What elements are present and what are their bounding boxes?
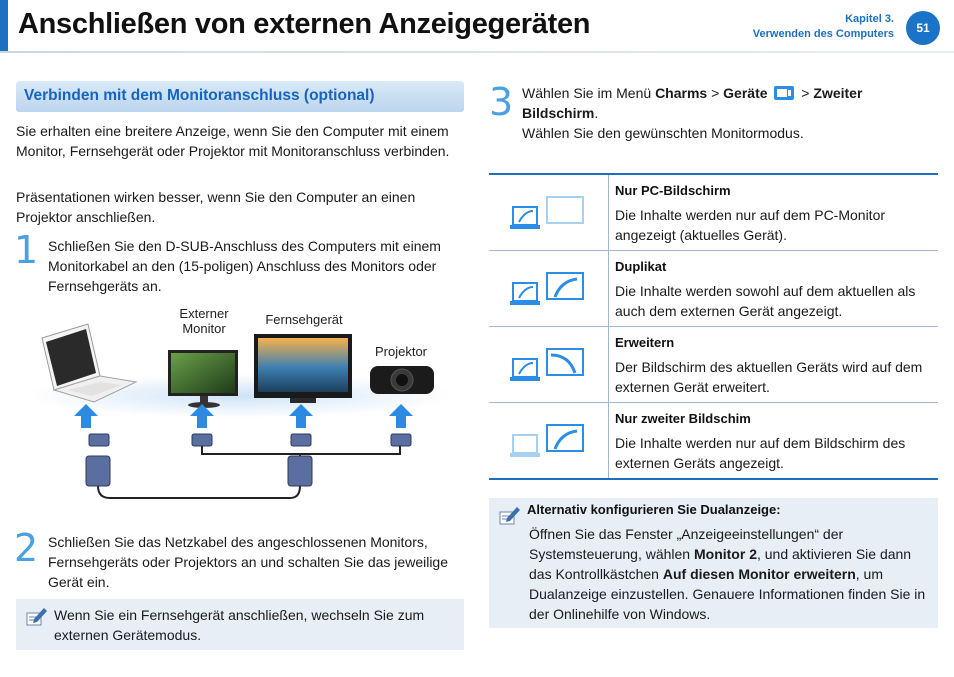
display-mode-icon <box>509 347 589 387</box>
note-part-1: Öffnen Sie das Fenster „Anzeigeeinstellungen“ der Systemsteuerung, wählen <box>529 526 844 562</box>
display-mode-icon <box>509 423 589 463</box>
display-modes-table <box>489 173 938 480</box>
mode-description: Der Bildschirm des aktuellen Geräts wird auf dem externen Gerät erweitert. <box>615 359 923 395</box>
step-1-number: 1 <box>14 228 39 272</box>
step-1-text: Schließen Sie den D-SUB-Anschluss des Computers mit einem Monitorkabel an den (15-poligen) Anschluss des Monitors oder Fernsehgeräts an. <box>48 238 441 294</box>
step-3-pre: Wählen Sie im Menü <box>522 85 656 101</box>
note-part-2: , und aktivieren Sie dann das Kontrollkästchen <box>529 546 912 582</box>
note-monitor-2: Monitor 2 <box>693 546 757 562</box>
note-pencil-icon <box>24 605 48 629</box>
note-part-3: , um Dualanzeige einzustellen. Genauere Informationen finden Sie in der Onlinehilfe von Windows. <box>529 566 926 622</box>
step-3-sep: > <box>707 85 724 101</box>
dual-display-note-heading: Alternativ konfigurieren Sie Dualanzeige: <box>527 502 781 517</box>
mode-title: Nur PC-Bildschirm <box>615 183 731 198</box>
section-heading-box <box>16 81 464 112</box>
mode-title: Duplikat <box>615 259 667 274</box>
projector-icon <box>370 366 434 394</box>
note-extend-checkbox: Auf diesen Monitor erweitern <box>662 566 856 582</box>
intro-paragraph-1: Sie erhalten eine breitere Anzeige, wenn Sie den Computer mit einem Monitor, Fernsehgerät oder Projektor mit Monitoranschluss verbinden. <box>16 123 450 159</box>
mode-row-pc-only <box>489 175 938 251</box>
step-3-charms: Charms <box>655 85 708 101</box>
section-heading: Verbinden mit dem Monitoranschluss (optional) <box>24 87 375 104</box>
label-tv: Fernsehgerät <box>265 312 343 327</box>
step-3-text <box>522 83 932 143</box>
mode-title: Erweitern <box>615 335 675 350</box>
tv-note-box <box>16 599 464 650</box>
label-projector: Projektor <box>374 344 428 359</box>
mode-row-duplicate <box>489 251 938 327</box>
label-external-monitor: Externer Monitor <box>179 306 229 336</box>
vga-connector-icon <box>89 434 411 446</box>
mode-row-extend <box>489 327 938 403</box>
connection-diagram <box>20 316 460 516</box>
display-mode-icon <box>509 195 589 235</box>
dual-display-note-text <box>529 524 931 624</box>
step-3-end: . <box>594 105 599 121</box>
display-mode-icon <box>509 271 589 311</box>
step-3-second-screen: Zweiter Bildschirm <box>522 85 863 121</box>
intro-paragraph-2: Präsentationen wirken besser, wenn Sie den Computer an einen Projektor anschließen. <box>16 189 416 225</box>
step-2-text: Schließen Sie das Netzkabel des angeschlossenen Monitors, Fernsehgeräts oder Projektors an und schalten Sie das jeweilige Gerät ein. <box>48 534 449 590</box>
dual-display-note-box <box>489 498 938 628</box>
tv-note-text: Wenn Sie ein Fernsehgerät anschließen, wechseln Sie zum externen Gerätemodus. <box>54 607 425 643</box>
vga-cable <box>98 446 400 498</box>
chapter-number: Kapitel 3. <box>845 13 894 25</box>
note-pencil-icon <box>497 504 521 528</box>
step-2-number: 2 <box>14 526 39 570</box>
chapter-label <box>753 12 894 42</box>
mode-description: Die Inhalte werden nur auf dem PC-Monitor angezeigt (aktuelles Gerät). <box>615 207 886 243</box>
step-3-sep-2: > <box>797 85 814 101</box>
step-3-devices: Geräte <box>723 85 768 101</box>
title-accent-bar <box>0 0 8 52</box>
chapter-name: Verwenden des Computers <box>752 28 894 40</box>
mode-description: Die Inhalte werden nur auf dem Bildschirm des externen Geräts angezeigt. <box>615 435 906 471</box>
page-title: Anschließen von externen Anzeigegeräten <box>18 8 591 40</box>
step-3-line-2: Wählen Sie den gewünschten Monitormodus. <box>522 125 804 141</box>
devices-charm-icon <box>773 85 795 101</box>
title-divider <box>0 51 954 53</box>
step-3-number: 3 <box>489 80 514 124</box>
vga-connector-icon <box>86 456 312 486</box>
mode-row-second-only <box>489 403 938 478</box>
mode-description: Die Inhalte werden sowohl auf dem aktuellen als auch dem externen Gerät angezeigt. <box>615 283 916 319</box>
tv-icon <box>254 334 352 403</box>
mode-title: Nur zweiter Bildschim <box>615 411 751 426</box>
page-number-badge: 51 <box>906 11 940 45</box>
